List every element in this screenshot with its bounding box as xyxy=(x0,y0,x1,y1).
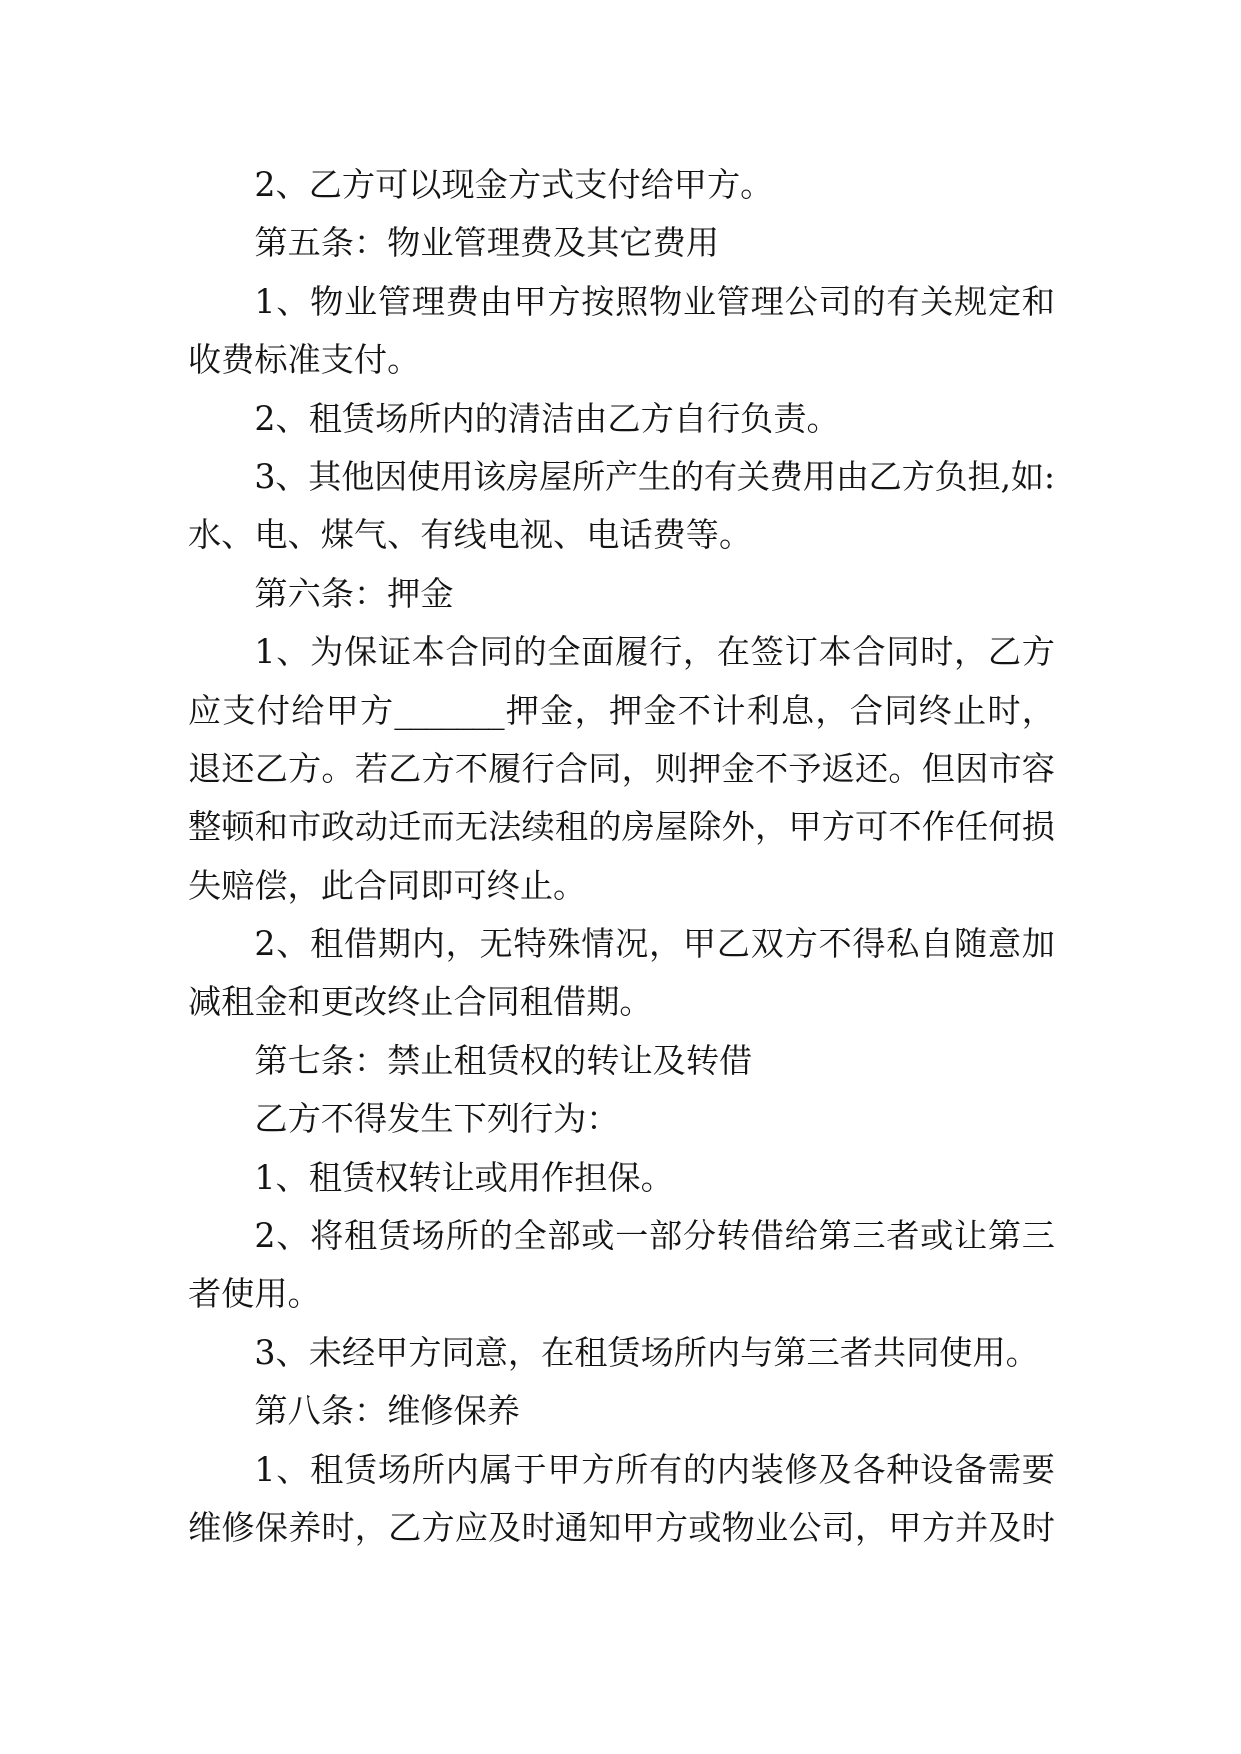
clause-paragraph xyxy=(188,1324,1054,1382)
clause-paragraph xyxy=(188,1149,1054,1207)
article-heading xyxy=(188,1032,1054,1090)
article-heading xyxy=(188,565,1054,623)
text-line: 3、未经甲方同意，在租赁场所内与第三者共同使用。 xyxy=(254,1332,1039,1372)
clause-paragraph xyxy=(188,915,1054,1032)
text-line: 水、电、煤气、有线电视、电话费等。 xyxy=(188,515,753,555)
article-heading-text: 第五条：物业管理费及其它费用 xyxy=(254,223,720,263)
clause-paragraph xyxy=(188,1090,1054,1148)
text-line: 1、物业管理费由甲方按照物业管理公司的有关规定和 xyxy=(254,281,1054,321)
text-line: 者使用。 xyxy=(188,1274,321,1314)
article-heading-text: 第七条：禁止租赁权的转让及转借 xyxy=(254,1040,753,1080)
text-line: 2、乙方可以现金方式支付给甲方。 xyxy=(254,165,774,204)
text-line: 1、租赁权转让或用作担保。 xyxy=(254,1157,674,1197)
clause-paragraph xyxy=(188,390,1054,448)
text-line: 1、租赁场所内属于甲方所有的内装修及各种设备需要 xyxy=(254,1449,1054,1489)
article-heading xyxy=(188,214,1054,272)
text-line: 失赔偿，此合同即可终止。 xyxy=(188,865,587,905)
text-line: 整顿和市政动迁而无法续租的房屋除外，甲方可不作任何损 xyxy=(188,807,1054,847)
clause-paragraph xyxy=(188,448,1054,565)
text-line: 收费标准支付。 xyxy=(188,340,421,380)
article-heading xyxy=(188,1382,1054,1440)
article-heading-text: 第八条：维修保养 xyxy=(254,1391,520,1431)
clause-paragraph xyxy=(188,1441,1054,1558)
clause-paragraph xyxy=(188,1207,1054,1324)
text-line: 减租金和更改终止合同租借期。 xyxy=(188,982,653,1022)
text-line: 应支付给甲方_______押金，押金不计利息，合同终止时， xyxy=(188,690,1054,730)
text-line: 2、租借期内，无特殊情况，甲乙双方不得私自随意加 xyxy=(254,924,1054,964)
document-body xyxy=(188,156,1054,1557)
article-heading-text: 第六条：押金 xyxy=(254,573,454,613)
text-line: 3、其他因使用该房屋所产生的有关费用由乙方负担,如: xyxy=(254,456,1054,496)
text-line: 2、租赁场所内的清洁由乙方自行负责。 xyxy=(254,398,840,438)
clause-paragraph xyxy=(188,623,1054,915)
text-line: 维修保养时，乙方应及时通知甲方或物业公司，甲方并及时 xyxy=(188,1507,1054,1547)
text-line: 退还乙方。若乙方不履行合同，则押金不予返还。但因市容 xyxy=(188,748,1054,788)
clause-paragraph xyxy=(188,273,1054,390)
text-line: 2、将租赁场所的全部或一部分转借给第三者或让第三 xyxy=(254,1216,1054,1256)
text-line: 乙方不得发生下列行为： xyxy=(254,1099,620,1139)
clause-paragraph xyxy=(188,156,1054,214)
text-line: 1、为保证本合同的全面履行，在签订本合同时，乙方 xyxy=(254,632,1054,672)
